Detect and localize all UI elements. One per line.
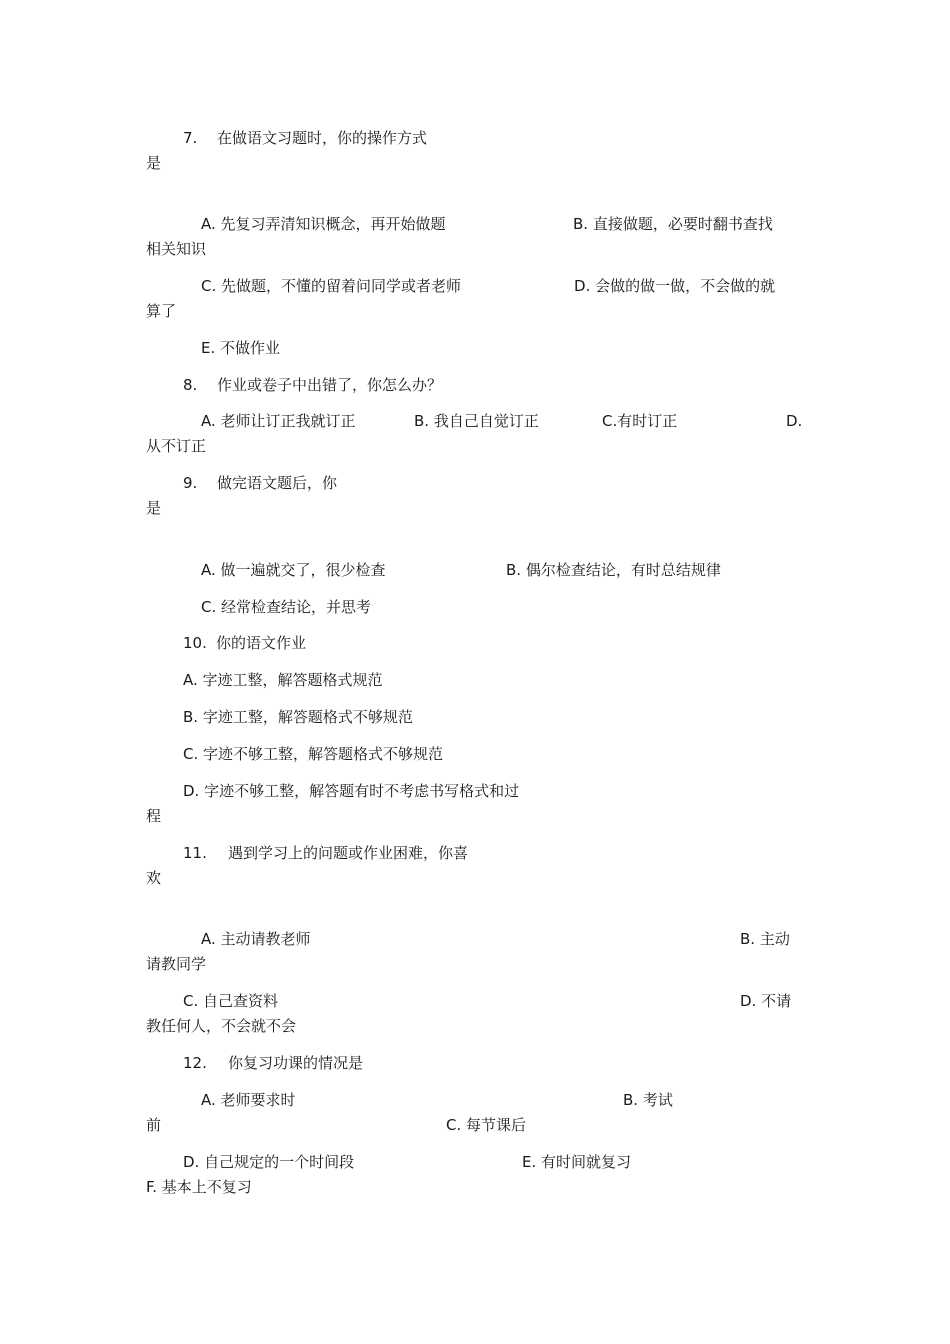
q10-option-a: A. 字迹工整，解答题格式规范 [183, 671, 383, 689]
q10-option-b: B. 字迹工整，解答题格式不够规范 [183, 708, 413, 726]
q10-question-text: 你的语文作业 [216, 634, 307, 652]
q11-question-wrap: 欢 [146, 869, 162, 887]
q7-option-b: B. 直接做题，必要时翻书查找 [573, 215, 773, 233]
q12-option-b: B. 考试 [623, 1091, 673, 1109]
q9-question-wrap: 是 [146, 499, 162, 517]
q12-option-e: E. 有时间就复习 [522, 1153, 632, 1171]
q11-option-d: D. 不请 [740, 992, 792, 1010]
q11-option-b: B. 主动 [740, 930, 790, 948]
q8-option-a: A. 老师让订正我就订正 [201, 412, 356, 430]
q12-option-c: C. 每节课后 [446, 1116, 527, 1134]
q12-option-b-wrap: 前 [146, 1116, 162, 1134]
q7-question-text: 在做语文习题时，你的操作方式 [217, 129, 428, 147]
q7-option-c: C. 先做题，不懂的留着问同学或者老师 [201, 277, 462, 295]
q8-number: 8. [183, 376, 198, 394]
q10-option-d: D. 字迹不够工整，解答题有时不考虑书写格式和过 [183, 782, 520, 800]
q12-question-text: 你复习功课的情况是 [228, 1054, 364, 1072]
q11-question-text: 遇到学习上的问题或作业困难，你喜 [228, 844, 469, 862]
q12-option-d: D. 自己规定的一个时间段 [183, 1153, 355, 1171]
q11-option-b-wrap: 请教同学 [146, 955, 207, 973]
q10-number: 10. [183, 634, 207, 652]
q10-option-d-wrap: 程 [146, 807, 162, 825]
q11-number: 11. [183, 844, 207, 862]
q9-question-text: 做完语文题后，你 [217, 474, 338, 492]
q7-option-d: D. 会做的做一做，不会做的就 [574, 277, 776, 295]
q12-number: 12. [183, 1054, 207, 1072]
q9-option-a: A. 做一遍就交了，很少检查 [201, 561, 386, 579]
q12-option-f: F. 基本上不复习 [146, 1178, 252, 1196]
q7-number: 7. [183, 129, 198, 147]
q8-option-d-wrap: 从不订正 [146, 437, 207, 455]
q7-question-wrap: 是 [146, 154, 162, 172]
q10-option-c: C. 字迹不够工整，解答题格式不够规范 [183, 745, 444, 763]
q7-option-a: A. 先复习弄清知识概念，再开始做题 [201, 215, 446, 233]
q11-option-a: A. 主动请教老师 [201, 930, 311, 948]
q7-option-b-wrap: 相关知识 [146, 240, 207, 258]
q7-option-e: E. 不做作业 [201, 339, 281, 357]
q9-option-c: C. 经常检查结论，并思考 [201, 598, 372, 616]
q12-option-a: A. 老师要求时 [201, 1091, 296, 1109]
q11-option-d-wrap: 教任何人，不会就不会 [146, 1017, 297, 1035]
q11-option-c: C. 自己查资料 [183, 992, 279, 1010]
q8-question-text: 作业或卷子中出错了，你怎么办？ [217, 376, 443, 394]
q9-option-b: B. 偶尔检查结论，有时总结规律 [506, 561, 721, 579]
q7-option-d-wrap: 算了 [146, 302, 177, 320]
q8-option-d-letter: D. [786, 412, 803, 430]
q9-number: 9. [183, 474, 198, 492]
q8-option-c: C.有时订正 [602, 412, 678, 430]
q8-option-b: B. 我自己自觉订正 [414, 412, 539, 430]
